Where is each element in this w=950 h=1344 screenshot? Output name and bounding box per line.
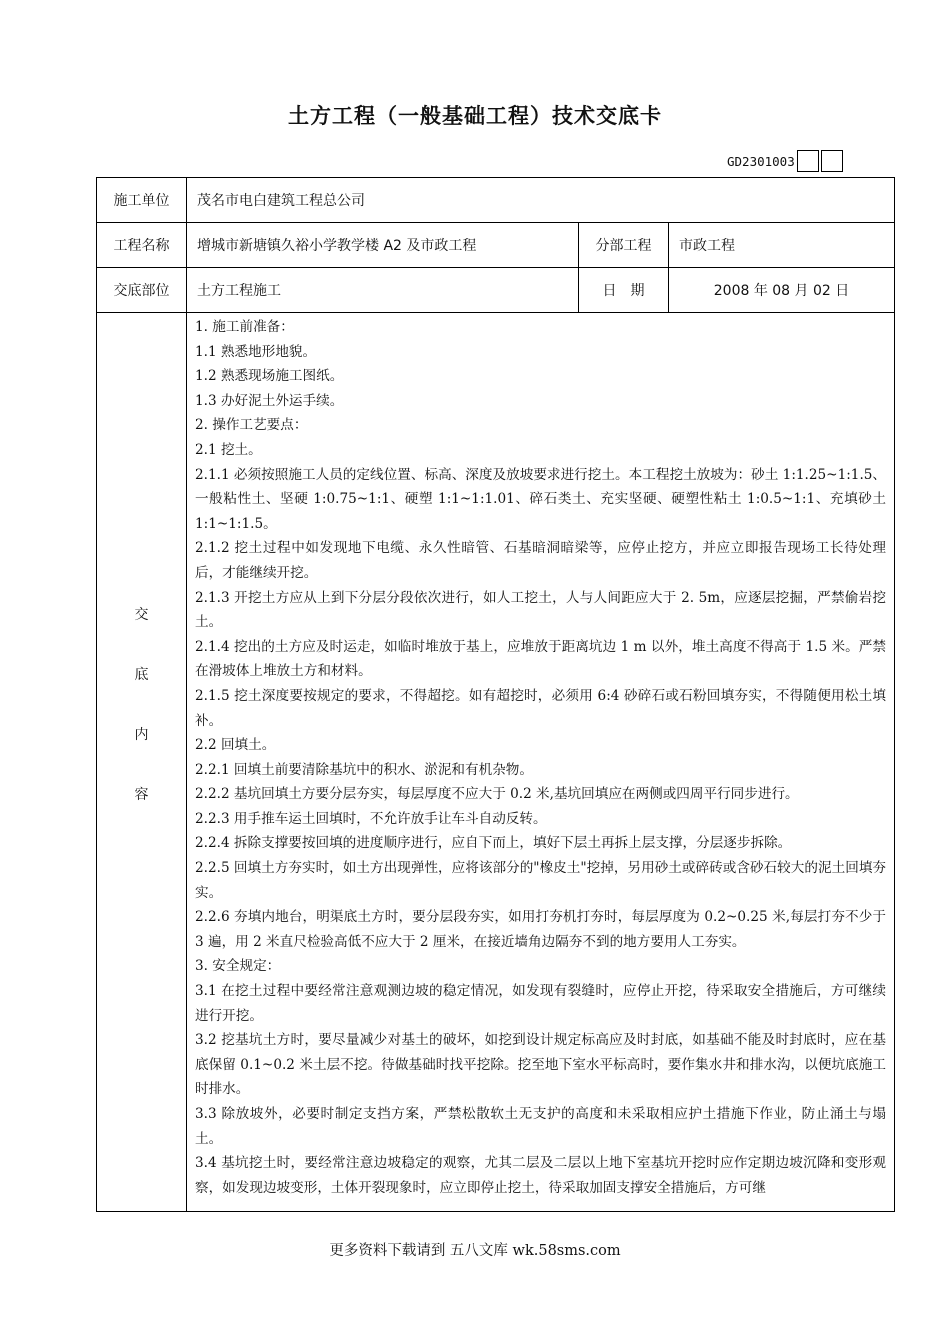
side-char: 底 <box>134 667 149 683</box>
content-paragraph: 3. 安全规定： <box>195 958 281 975</box>
project-value: 增城市新塘镇久裕小学教学楼 A2 及市政工程 <box>187 223 579 268</box>
content-paragraph: 3.3 除放坡外，必要时制定支挡方案，严禁松散软土无支护的高度和未采取相应护土措施下作业，防止涌土与塌土。 <box>195 1106 887 1147</box>
content-paragraph: 2.1.4 挖出的土方应及时运走，如临时堆放于基上，应堆放于距离坑边 1 m 以外，堆土高度不得高于 1.5 米。严禁在滑坡体上堆放土方和材料。 <box>195 638 887 680</box>
content-paragraph: 2.2.6 夯填内地台，明渠底土方时，要分层段夯实，如用打夯机打夯时，每层厚度为 0.2~0.25 米,每层打夯不少于 3 遍，用 2 米直尺检验高低不应大于 2 厘米，在接近墙角边隔夯不到的地方要用人工夯实。 <box>195 909 887 950</box>
row-part <box>97 268 895 313</box>
side-char: 内 <box>134 727 149 743</box>
content-paragraph: 1.1 熟悉地形地貌。 <box>195 343 317 360</box>
division-label: 分部工程 <box>579 223 669 268</box>
code-box-2 <box>821 150 843 172</box>
content-paragraph: 2.1.1 必须按照施工人员的定线位置、标高、深度及放坡要求进行挖土。本工程挖土放坡为：砂土 1:1.25~1:1.5、一般粘性土、坚硬 1:0.75~1:1、硬塑 1:1~1:1.01、碎石类土、充实坚硬、硬塑性粘土 1:0.5~1:1、充填砂土 1:1~1:1.5。 <box>195 466 887 532</box>
code-box-1 <box>797 150 819 172</box>
content-paragraph: 2.2 回填土。 <box>195 737 276 754</box>
document-code-text: GD2301003 <box>727 153 795 169</box>
row-project <box>97 223 895 268</box>
document-code <box>727 150 843 172</box>
content-paragraph: 2.1.3 开挖土方应从上到下分层分段依次进行，如人工挖土，人与人间距应大于 2. 5m，应逐层挖掘，严禁偷岩挖土。 <box>195 589 887 631</box>
content-paragraph: 3.1 在挖土过程中要经常注意观测边坡的稳定情况，如发现有裂缝时，应停止开挖，待采取安全措施后，方可继续进行开挖。 <box>195 983 887 1024</box>
content-paragraph: 2.1.2 挖土过程中如发现地下电缆、永久性暗管、石基暗洞暗梁等，应停止挖方，并应立即报告现场工长待处理后，才能继续开挖。 <box>195 540 887 581</box>
content-paragraph: 2.2.5 回填土方夯实时，如土方出现弹性，应将该部分的"橡皮土"挖掉，另用砂土或碎砖或含砂石较大的泥土回填夯实。 <box>195 860 887 901</box>
side-char: 交 <box>134 607 149 623</box>
footer-note: 更多资料下载请到 五八文库 wk.58sms.com <box>329 1243 621 1259</box>
page-title: 土方工程（一般基础工程）技术交底卡 <box>288 104 662 128</box>
content-body <box>187 313 895 1212</box>
row-unit <box>97 178 895 223</box>
content-paragraph: 1.2 熟悉现场施工图纸。 <box>195 368 344 385</box>
row-content <box>97 313 895 1212</box>
content-paragraph: 3.2 挖基坑土方时，要尽量减少对基土的破坏，如挖到设计规定标高应及时封底，如基础不能及时封底时，应在基底保留 0.1~0.2 米土层不挖。待做基础时找平挖除。挖至地下室水平标高时，要作集水井和排水沟，以便坑底施工时排水。 <box>195 1032 887 1098</box>
unit-value: 茂名市电白建筑工程总公司 <box>187 178 895 223</box>
part-value: 土方工程施工 <box>187 268 579 313</box>
content-paragraph: 2.2.2 基坑回填土方要分层夯实，每层厚度不应大于 0.2 米,基坑回填应在两侧或四周平行同步进行。 <box>195 786 799 803</box>
project-label: 工程名称 <box>97 223 187 268</box>
content-paragraph: 2.1.5 挖土深度要按规定的要求，不得超挖。如有超挖时，必须用 6:4 砂碎石或石粉回填夯实，不得随便用松土填补。 <box>195 687 887 729</box>
side-char: 容 <box>134 787 149 803</box>
content-paragraph: 2.2.1 回填土前要清除基坑中的积水、淤泥和有机杂物。 <box>195 761 533 778</box>
disclosure-card-table <box>96 177 895 1212</box>
division-value: 市政工程 <box>669 223 895 268</box>
unit-label: 施工单位 <box>97 178 187 223</box>
date-label: 日 期 <box>579 268 669 313</box>
part-label: 交底部位 <box>97 268 187 313</box>
content-paragraph: 1. 施工前准备： <box>195 319 294 335</box>
date-value: 2008 年 08 月 02 日 <box>669 268 895 313</box>
content-paragraph: 3.4 基坑挖土时，要经常注意边坡稳定的观察，尤其二层及二层以上地下室基坑开挖时应作定期边坡沉降和变形观察，如发现边坡变形，土体开裂现象时，应立即停止挖土，待采取加固支撑安全措施后，方可继 <box>195 1155 887 1196</box>
content-paragraph: 2.1 挖土。 <box>195 441 262 458</box>
content-side-label <box>97 313 187 1212</box>
content-paragraph: 1.3 办好泥土外运手续。 <box>195 392 344 409</box>
content-text-area <box>187 313 894 1211</box>
content-paragraph: 2.2.3 用手推车运土回填时，不允许放手让车斗自动反转。 <box>195 810 547 827</box>
content-paragraph: 2.2.4 拆除支撑要按回填的进度顺序进行，应自下而上，填好下层土再拆上层支撑，分层逐步拆除。 <box>195 835 792 852</box>
content-paragraph: 2. 操作工艺要点： <box>195 417 308 434</box>
